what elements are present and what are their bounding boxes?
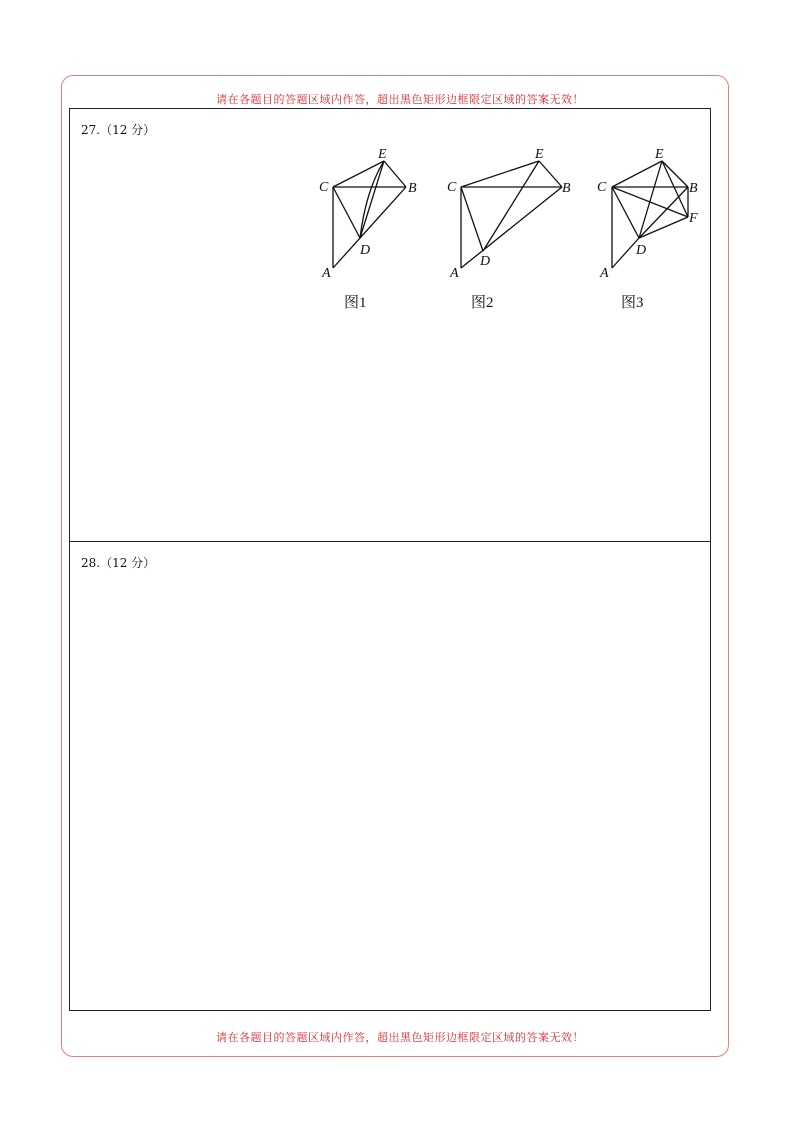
fig2-segment-cd	[461, 187, 483, 251]
fig2-label-b: B	[562, 181, 571, 196]
fig1-label-e: E	[378, 147, 387, 162]
fig3-segment-ce	[612, 161, 662, 187]
fig1-label-c: C	[319, 180, 329, 195]
fig2-label-d: D	[480, 254, 491, 269]
geometry-figures	[300, 138, 720, 318]
fig2-segment-eb	[539, 161, 562, 187]
fig3-segment-cd	[612, 187, 639, 238]
figure-3	[612, 161, 688, 268]
fig2-segment-ce	[461, 161, 539, 187]
fig2-segment-ab	[461, 187, 562, 268]
fig3-segment-eb	[662, 161, 688, 187]
top-warning-text: 请在各题目的答题区域内作答，超出黑色矩形边框限定区域的答案无效！	[216, 93, 584, 106]
figure-2	[461, 161, 562, 268]
bottom-warning-text: 请在各题目的答题区域内作答，超出黑色矩形边框限定区域的答案无效！	[216, 1031, 584, 1044]
fig1-segment-cd	[333, 187, 360, 238]
fig3-caption: 图3	[621, 295, 644, 311]
fig2-label-e: E	[535, 147, 544, 162]
fig3-label-b: B	[689, 181, 698, 196]
fig1-label-d: D	[360, 243, 371, 258]
question-28-label: 28.（12 分）	[81, 556, 156, 570]
fig2-caption: 图2	[471, 295, 494, 311]
fig1-label-a: A	[322, 266, 331, 281]
fig3-label-c: C	[597, 180, 607, 195]
fig3-label-f: F	[689, 211, 698, 226]
fig1-segment-eb	[384, 161, 406, 187]
fig1-segment-ed	[360, 161, 384, 238]
fig1-label-b: B	[408, 181, 417, 196]
fig3-label-d: D	[636, 243, 647, 258]
fig3-segment-ad	[612, 238, 639, 268]
question-28-answer-area[interactable]	[69, 541, 711, 1011]
fig2-label-c: C	[447, 180, 457, 195]
fig3-label-e: E	[655, 147, 664, 162]
fig3-segment-df	[639, 217, 688, 238]
fig3-label-a: A	[600, 266, 609, 281]
fig2-label-a: A	[450, 266, 459, 281]
fig2-segment-ed	[483, 161, 539, 251]
question-27-label: 27.（12 分）	[81, 123, 156, 137]
figure-2-labels	[447, 147, 571, 281]
fig1-caption: 图1	[344, 295, 367, 311]
